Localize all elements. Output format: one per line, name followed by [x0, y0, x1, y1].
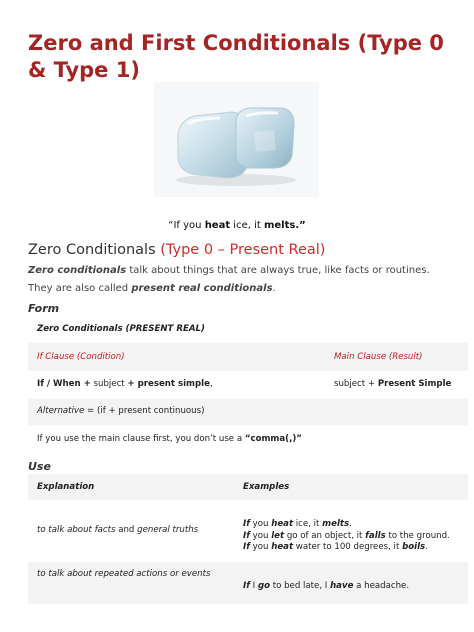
if-clause-structure: If / When + subject + present simple,	[37, 379, 213, 389]
intro-paragraph-1: Zero conditionals talk about things that are always true, like facts or routines.	[28, 265, 430, 276]
form-table-title-row	[28, 316, 468, 342]
alternative-row	[28, 399, 468, 425]
example-line: If you heat water to 100 degrees, it boils.	[243, 542, 428, 552]
ice-cubes-icon	[154, 82, 319, 197]
comma-note-row	[28, 427, 468, 453]
examples-cell	[243, 519, 450, 554]
use-heading: Use	[28, 460, 51, 473]
use-table-header-row	[28, 474, 468, 500]
alternative-text: Alternative = (if + present continuous)	[37, 406, 205, 416]
examples-header: Examples	[243, 482, 290, 492]
zero-conditionals-heading: Zero Conditionals (Type 0 – Present Real)	[28, 242, 326, 258]
if-clause-header: If Clause (Condition)	[37, 352, 125, 362]
form-table-header-row	[28, 343, 468, 371]
ice-cubes-image	[154, 82, 319, 197]
use-table-row	[28, 506, 468, 560]
explanation-header: Explanation	[37, 482, 95, 492]
form-heading: Form	[28, 302, 60, 315]
form-structure-row	[28, 372, 468, 398]
explanation-cell: to talk about facts and general truths	[37, 525, 199, 535]
explanation-cell: to talk about repeated actions or events	[37, 569, 211, 579]
intro-paragraph-2: They are also called present real conditionals.	[28, 283, 276, 294]
main-clause-structure: subject + Present Simple	[334, 379, 452, 389]
example-line: If you heat ice, it melts.	[243, 519, 352, 529]
examples-cell	[243, 581, 409, 591]
example-quote: “If you heat ice, it melts.”	[168, 220, 306, 231]
comma-note-text: If you use the main clause first, you don’t use a “comma(,)”	[37, 434, 302, 444]
use-table-row	[28, 562, 468, 604]
example-line: If you let go of an object, it falls to the ground.	[243, 530, 450, 541]
example-line: If I go to bed late, I have a headache.	[243, 581, 410, 591]
form-table-title: Zero Conditionals (PRESENT REAL)	[37, 324, 205, 334]
document-title: Zero and First Conditionals (Type 0 & Type 1)	[28, 31, 444, 82]
main-clause-header: Main Clause (Result)	[334, 352, 423, 362]
